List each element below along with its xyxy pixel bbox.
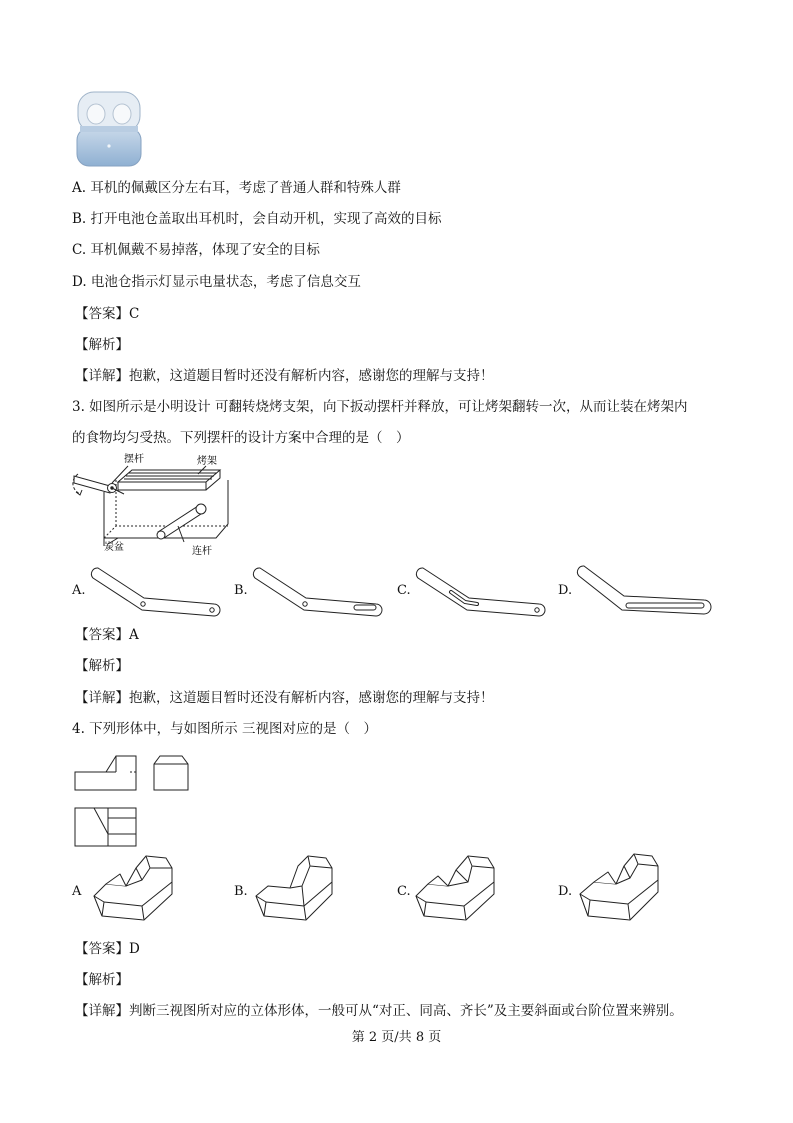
lever-option-c xyxy=(415,558,550,620)
lever-option-a xyxy=(90,558,225,620)
solid-option-c xyxy=(414,850,500,924)
q3-answer: 【答案】A xyxy=(75,627,139,643)
q4-stem: 4. 下列形体中，与如图所示 三视图对应的是（ ） xyxy=(72,721,377,737)
label-grill: 烤架 xyxy=(197,456,217,467)
solid-option-b xyxy=(254,850,340,924)
grill-figure xyxy=(66,452,236,562)
label-pan: 炭盆 xyxy=(104,542,124,553)
q3-analysis-label: 【解析】 xyxy=(75,658,129,674)
q4-option-a-label: A xyxy=(72,884,82,899)
q2-option-c: C. 耳机佩戴不易掉落，体现了安全的目标 xyxy=(72,242,320,258)
q3-option-d-label: D. xyxy=(558,583,573,598)
q2-analysis-label: 【解析】 xyxy=(75,337,129,353)
q4-analysis-label: 【解析】 xyxy=(75,972,129,988)
q3-option-a-label: A. xyxy=(72,583,86,598)
q3-option-c-label: C. xyxy=(397,583,411,598)
q2-detail: 【详解】抱歉，这道题目暂时还没有解析内容，感谢您的理解与支持！ xyxy=(75,368,494,384)
page-footer: 第 2 页/共 8 页 xyxy=(351,1030,442,1045)
label-lever: 摆杆 xyxy=(124,454,144,465)
q2-answer: 【答案】C xyxy=(75,306,140,322)
q3-detail: 【详解】抱歉，这道题目暂时还没有解析内容，感谢您的理解与支持！ xyxy=(75,690,494,706)
solid-option-d xyxy=(578,850,664,924)
q2-option-b: B. 打开电池仓盖取出耳机时，会自动开机，实现了高效的目标 xyxy=(72,211,442,227)
q4-option-c-label: C. xyxy=(397,884,411,899)
q4-option-b-label: B. xyxy=(234,884,248,899)
q3-stem-line2: 的食物均匀受热。下列摆杆的设计方案中合理的是（ ） xyxy=(72,430,410,446)
lever-option-b xyxy=(252,558,387,620)
q3-stem-line1: 3. 如图所示是小明设计 可翻转烧烤支架，向下扳动摆杆并释放，可让烤架翻转一次，从而让装在烤架内 xyxy=(72,399,688,415)
q4-option-d-label: D. xyxy=(558,884,573,899)
lever-option-d xyxy=(576,556,716,620)
q2-option-d: D. 电池仓指示灯显示电量状态，考虑了信息交互 xyxy=(72,274,361,290)
q4-answer: 【答案】D xyxy=(75,941,140,957)
label-rod: 连杆 xyxy=(192,546,212,557)
q2-option-a: A. 耳机的佩戴区分左右耳，考虑了普通人群和特殊人群 xyxy=(72,180,401,196)
earbuds-case-image xyxy=(74,90,144,168)
solid-option-a xyxy=(92,850,178,924)
q4-detail: 【详解】判断三视图所对应的立体形体，一般可从“对正、同高、齐长”及主要斜面或台阶位置来辨别。 xyxy=(75,1003,683,1019)
three-view-drawing xyxy=(72,752,202,852)
q3-option-b-label: B. xyxy=(234,583,248,598)
